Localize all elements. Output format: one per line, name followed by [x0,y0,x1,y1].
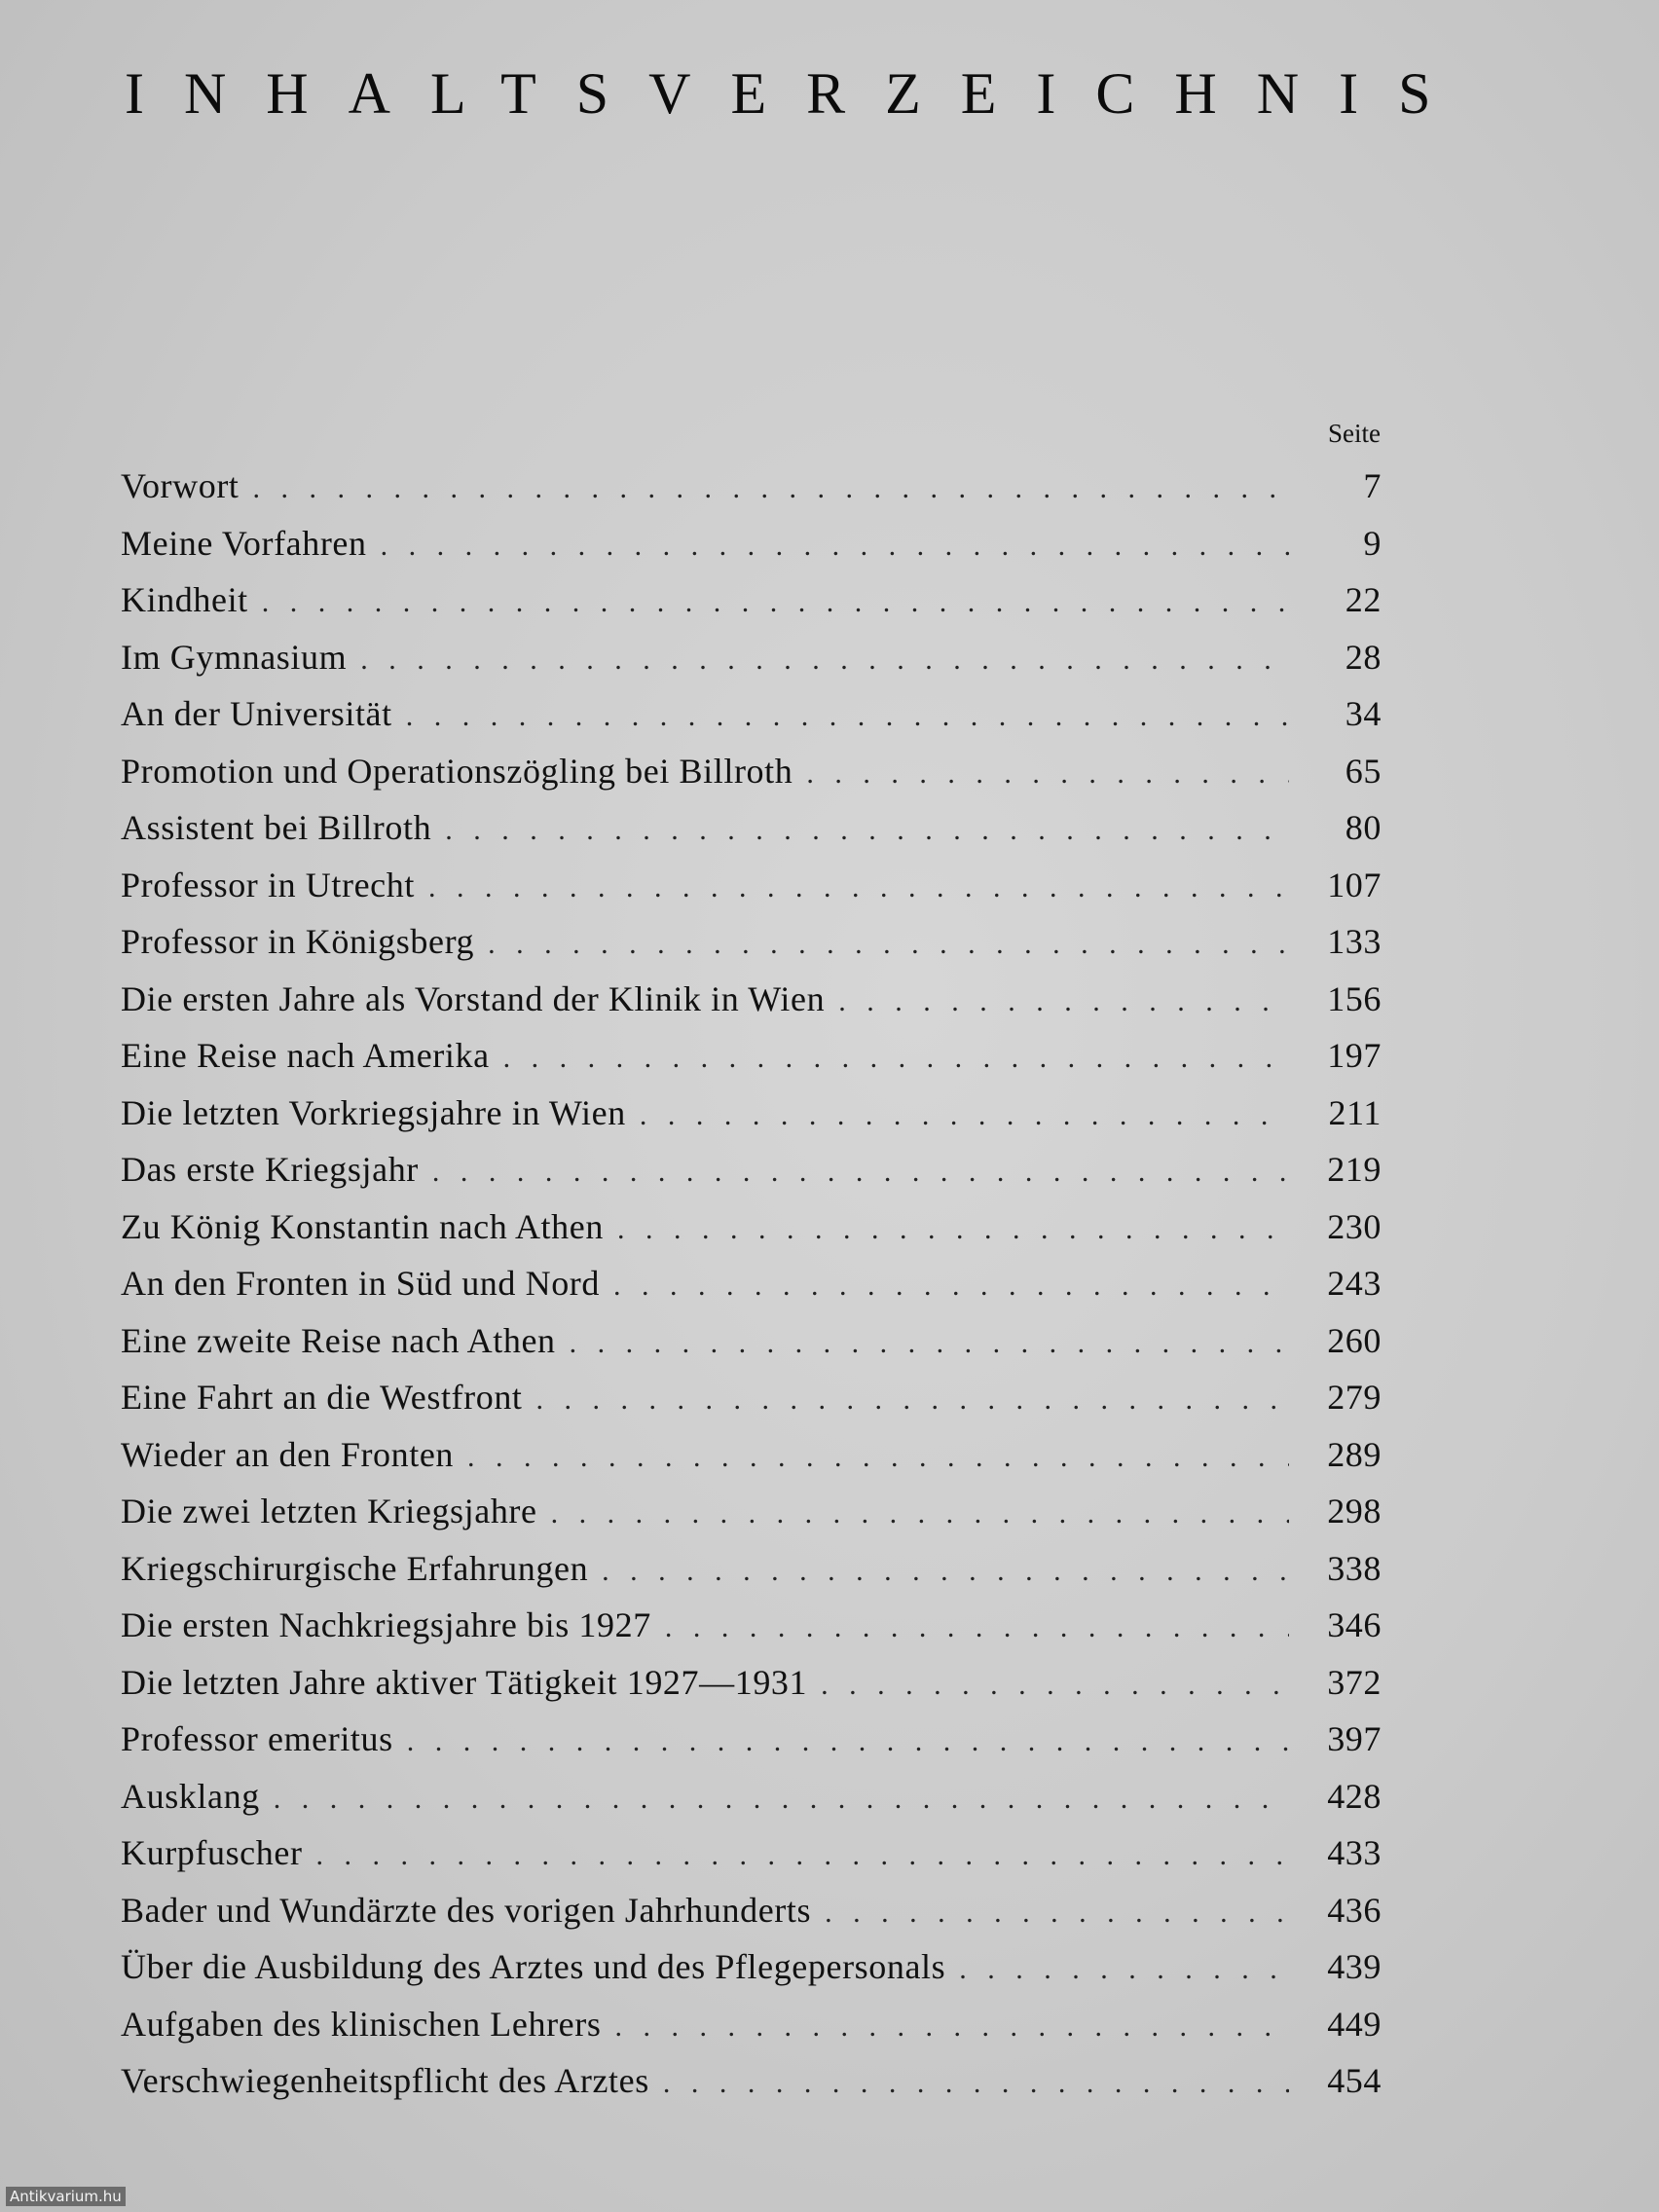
toc-entry-page-number: 9 [1363,523,1382,563]
toc-entry-page-number: 7 [1363,466,1382,505]
dot-leader [407,1714,1289,1771]
toc-entry [121,1996,1382,2053]
dot-leader [381,518,1289,575]
toc-entry-page-number: 436 [1327,1890,1382,1930]
toc-entry-title: Eine zweite Reise nach Athen [121,1320,556,1360]
dot-leader [253,461,1289,518]
toc-entry-title: Kurpfuscher [121,1833,303,1872]
dot-leader [570,1315,1289,1373]
toc-entry-page-number: 397 [1327,1719,1382,1758]
toc-entry [121,1085,1382,1142]
toc-entry-page-number: 107 [1327,865,1382,904]
toc-entry-title: Eine Reise nach Amerika [121,1036,490,1075]
toc-entry [121,1426,1382,1484]
toc-entry-page-number: 428 [1327,1776,1382,1816]
toc-entry [121,2052,1382,2110]
toc-entry-page-number: 289 [1327,1434,1382,1474]
toc-entry-title: Über die Ausbildung des Arztes und des Pflegepersonals [121,1947,946,1986]
dot-leader [274,1771,1289,1828]
page-column-label: Seite [1328,419,1381,448]
dot-leader [316,1827,1289,1885]
toc-entry [121,515,1382,572]
toc-entry-title: Das erste Kriegsjahr [121,1150,419,1189]
dot-leader [806,746,1289,803]
toc-entry-title: Professor emeritus [121,1719,393,1758]
dot-leader [665,1600,1289,1657]
toc-entry-title: Die zwei letzten Kriegsjahre [121,1492,537,1530]
toc-entry [121,1369,1382,1426]
toc-entry [121,1141,1382,1198]
toc-entry-page-number: 34 [1345,694,1382,733]
toc-entry [121,1711,1382,1768]
toc-entry-title: Zu König Konstantin nach Athen [121,1206,604,1246]
toc-entry-page-number: 219 [1327,1150,1382,1189]
table-of-contents [121,458,1382,2110]
toc-entry-page-number: 346 [1327,1605,1382,1644]
toc-entry [121,1255,1382,1312]
watermark: Antikvarium.hu [6,2187,126,2206]
toc-entry-page-number: 260 [1327,1320,1382,1360]
toc-entry-title: Professor in Königsberg [121,922,475,961]
toc-entry-page-number: 279 [1327,1378,1382,1417]
toc-entry-page-number: 80 [1345,808,1382,847]
toc-entry-title: Meine Vorfahren [121,523,367,563]
toc-entry-page-number: 197 [1327,1036,1382,1075]
toc-entry-title: Assistent bei Billroth [121,808,432,847]
toc-entry [121,458,1382,515]
dot-leader [432,1144,1289,1201]
dot-leader [821,1657,1289,1714]
toc-entry-page-number: 439 [1327,1947,1382,1986]
dot-leader [838,974,1289,1031]
toc-entry-page-number: 372 [1327,1662,1382,1702]
toc-entry-title: An den Fronten in Süd und Nord [121,1264,600,1303]
toc-entry [121,685,1382,743]
toc-entry-page-number: 133 [1327,922,1382,961]
dot-leader [602,1543,1289,1601]
toc-entry-title: Promotion und Operationszögling bei Billroth [121,751,793,791]
toc-entry-page-number: 298 [1327,1492,1382,1530]
toc-entry [121,913,1382,971]
toc-entry-title: Die letzten Vorkriegsjahre in Wien [121,1092,626,1132]
toc-entry [121,1882,1382,1939]
toc-entry-title: Eine Fahrt an die Westfront [121,1378,523,1417]
toc-entry [121,1825,1382,1882]
dot-leader [445,802,1289,860]
toc-entry-title: Wieder an den Fronten [121,1434,455,1474]
toc-entry [121,1483,1382,1540]
toc-entry-title: Verschwiegenheitspflicht des Arztes [121,2061,649,2100]
toc-entry-title: Bader und Wundärzte des vorigen Jahrhunderts [121,1890,812,1930]
toc-entry-title: Die ersten Nachkriegsjahre bis 1927 [121,1605,651,1644]
toc-entry-title: Professor in Utrecht [121,865,415,904]
toc-entry [121,1597,1382,1654]
dot-leader [825,1885,1289,1942]
toc-entry [121,1938,1382,1996]
dot-leader [262,574,1289,632]
dot-leader [360,632,1289,689]
toc-entry-page-number: 156 [1327,978,1382,1018]
toc-entry-title: Vorwort [121,466,240,505]
toc-entry [121,1027,1382,1085]
toc-entry [121,743,1382,800]
toc-entry-title: Im Gymnasium [121,637,348,677]
toc-entry [121,1198,1382,1256]
toc-entry-page-number: 230 [1327,1206,1382,1246]
toc-entry [121,971,1382,1028]
dot-leader [467,1429,1289,1487]
dot-leader [428,860,1289,917]
dot-leader [617,1201,1289,1259]
toc-entry-title: Die ersten Jahre als Vorstand der Klinik in Wien [121,978,826,1018]
toc-entry-page-number: 28 [1345,637,1382,677]
toc-entry-page-number: 243 [1327,1264,1382,1303]
toc-entry-title: Ausklang [121,1776,260,1816]
toc-entry-page-number: 65 [1345,751,1382,791]
toc-entry-page-number: 338 [1327,1548,1382,1588]
toc-entry [121,799,1382,857]
toc-entry [121,629,1382,686]
dot-leader [488,916,1289,974]
dot-leader [406,688,1289,746]
toc-entry-title: Kriegschirurgische Erfahrungen [121,1548,589,1588]
dot-leader [640,1088,1289,1145]
dot-leader [663,2055,1289,2113]
toc-entry [121,1540,1382,1598]
toc-entry-page-number: 449 [1327,2004,1382,2044]
page-title: INHALTSVERZEICHNIS [125,61,1471,126]
toc-entry-page-number: 454 [1327,2061,1382,2100]
toc-entry [121,1312,1382,1370]
dot-leader [503,1030,1289,1088]
dot-leader [551,1486,1289,1543]
toc-entry-page-number: 433 [1327,1833,1382,1872]
toc-entry [121,571,1382,629]
toc-entry-title: Kindheit [121,580,248,619]
toc-entry [121,1654,1382,1712]
toc-entry-title: Die letzten Jahre aktiver Tätigkeit 1927—1931 [121,1662,808,1702]
toc-entry-page-number: 211 [1328,1092,1382,1132]
dot-leader [959,1941,1289,1999]
toc-entry-title: An der Universität [121,694,392,733]
dot-leader [613,1258,1289,1315]
toc-entry [121,1768,1382,1825]
dot-leader [614,1999,1289,2056]
toc-entry-title: Aufgaben des klinischen Lehrers [121,2004,602,2044]
toc-entry-page-number: 22 [1345,580,1382,619]
dot-leader [536,1372,1289,1429]
toc-entry [121,857,1382,914]
